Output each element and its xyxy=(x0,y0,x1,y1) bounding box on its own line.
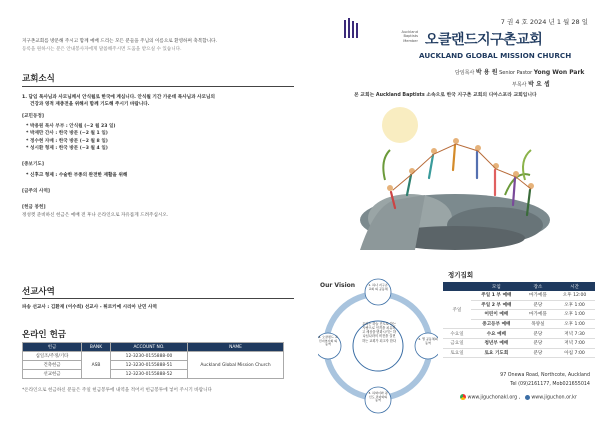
day-cell: 금요일 xyxy=(443,338,471,348)
service-time: 저녁 7:30 xyxy=(554,329,595,339)
welcome-line-1: 지구촌교회를 방문해 주시고 함께 예배 드리는 모든 분들을 주님의 이름으로 환영하며 축복합니다. xyxy=(22,39,218,44)
vision-center: 우리는 하늘 진도로 하는 사람으로 인격을 치유하고 세상을 변화시키는 하나님나라의 비전을 실현하는 교회가 되고자 한다 xyxy=(362,322,396,343)
vision-bottom: 3. 하와이와 평신도 리더와의 동역 xyxy=(368,391,388,403)
table-row xyxy=(443,291,595,300)
service-time: 오후 12:00 xyxy=(554,291,595,300)
col-header: ACCOUNT NO. xyxy=(111,343,188,352)
pastor-label: 담임목사 xyxy=(455,70,475,76)
badge-text: Auckland xyxy=(401,30,418,34)
news-title: 교회소식 xyxy=(22,74,55,84)
schedule-table xyxy=(443,282,595,358)
service-name: 주일 2 부 예배 xyxy=(471,300,522,310)
vision-right: 2. 열 공동체의 동역 xyxy=(418,337,438,345)
col-header: NAME xyxy=(188,343,284,352)
col-header: BANK xyxy=(82,343,111,352)
news-body xyxy=(22,94,294,219)
col-header: 장소 xyxy=(522,282,554,291)
mission-title: 선교사역 xyxy=(22,287,55,297)
offering-kind: 십일조/주정/기타 xyxy=(23,352,82,361)
church-name-ko: 오클랜드지구촌교회 xyxy=(425,32,543,48)
prayer-item: * 신후크 형제 : 수술한 부종의 완전한 재활을 위해 xyxy=(26,172,128,178)
weekly-head: [금주의 사역] xyxy=(22,188,50,194)
mission-text: 파송 선교사 : 김환재 (이수희) 선교사 - 튀르키예 시리아 난민 사역 xyxy=(22,305,157,310)
service-name: 청년부 예배 xyxy=(471,338,522,348)
online-title: 온라인 헌금 xyxy=(22,330,67,340)
visitor-item: * 정수현 자매 : 한국 방문 (~2 월 8 일) xyxy=(26,138,108,144)
pastor-name-en: Yong Won Park xyxy=(533,69,585,76)
pastor-name-ko: 박 용 원 xyxy=(475,69,498,76)
account-no: 12-3230-0155888-51 xyxy=(111,361,188,370)
service-place: 분당 xyxy=(522,329,554,339)
day-cell: 주일 xyxy=(443,291,471,329)
account-name: Auckland Global Mission Church xyxy=(188,352,284,379)
account-no: 12-3230-0155888-52 xyxy=(111,370,188,379)
church-name-en: AUCKLAND GLOBAL MISSION CHURCH xyxy=(419,51,572,60)
col-header: 모임 xyxy=(471,282,522,291)
visitor-item: * 박용원 목사 부부 : 안식월 (~2 월 23 일) xyxy=(26,124,116,130)
web-link[interactable]: www.jiguchonakl.org , xyxy=(467,395,521,401)
assoc-name: 박 요 셉 xyxy=(528,81,550,88)
col-header: 헌금 xyxy=(23,343,82,352)
news-item-1: 1. 담임 목사님과 사모님께서 안식월로 한국에 계십니다. 안식월 기간 가운데 목사님과 사모님의 xyxy=(22,95,215,100)
address: 97 Onewa Road, Northcote, Auckland xyxy=(500,373,590,378)
visitor-item: * 성시환 형제 : 한국 방문 (~3 월 4 일) xyxy=(26,145,108,151)
service-place: 목양실 xyxy=(522,319,554,329)
visitors-head: [교민동정] xyxy=(22,114,44,120)
service-name: 토요 기도회 xyxy=(471,348,522,358)
prayer-head: [중보기도] xyxy=(22,161,44,167)
vision-top: 1. 하나 지구촌교회 의 공동체 xyxy=(368,283,388,291)
service-place: 분당 xyxy=(522,348,554,358)
day-cell: 토요일 xyxy=(443,348,471,358)
schedule-title: 정기집회 xyxy=(448,271,474,279)
phone: Tel (09)2161177, Mob021655014 xyxy=(510,381,590,387)
offering-head: [헌금 봉헌] xyxy=(22,205,46,211)
col-header: 시간 xyxy=(554,282,595,291)
welcome-text xyxy=(22,38,292,53)
service-place: 분당 xyxy=(522,300,554,310)
climbing-illustration xyxy=(355,100,555,250)
col-header xyxy=(443,282,471,291)
service-time: 저녁 7:00 xyxy=(554,338,595,348)
bank-cell: ASB xyxy=(82,352,111,379)
service-name: 어린이 예배 xyxy=(471,310,522,320)
web-links xyxy=(460,394,577,401)
offering-text: 정성껏 준비하신 헌금은 예배 전 후나 온라인으로 자유롭게 드려주십시오. xyxy=(22,213,169,219)
service-place: 분당 xyxy=(522,338,554,348)
service-name: 주일 1 부 예배 xyxy=(471,291,522,300)
table-row xyxy=(23,352,284,361)
offering-kind: 선교헌금 xyxy=(23,370,82,379)
church-logo-icon xyxy=(342,18,362,40)
service-place: 마가예플 xyxy=(522,310,554,320)
service-name: 중고등부 예배 xyxy=(471,319,522,329)
table-row xyxy=(443,348,595,358)
affiliation: 본 교회는 Auckland Baptists 소속으로 한국 지구촌 교회의 디아스포라 교회입니다 xyxy=(354,93,537,98)
globe-icon xyxy=(525,395,530,400)
service-name: 수요 예배 xyxy=(471,329,522,339)
online-offering-table xyxy=(22,342,284,379)
table-row xyxy=(443,329,595,339)
issue-date: 7 권 4 호 2024 년 1 월 28 일 xyxy=(500,18,588,26)
baptist-badge xyxy=(392,30,418,43)
right-page xyxy=(300,0,600,425)
offering-kind: 건축헌금 xyxy=(23,361,82,370)
web-link[interactable]: www.jiguchon.or.kr xyxy=(531,395,577,401)
welcome-line-2: 등록을 원하시는 분은 안내봉사자에게 말씀해주시면 도움을 받으실 수 있습니다. xyxy=(22,47,182,53)
news-item-1b: 건강과 영적 재충전을 위해서 함께 기도해 주시기 바랍니다. xyxy=(30,102,150,108)
badge-text: Member xyxy=(403,38,418,43)
service-time: 오후 1:00 xyxy=(554,300,595,310)
service-time: 아침 7:00 xyxy=(554,348,595,358)
divider xyxy=(22,86,294,87)
vision-title: Our Vision xyxy=(320,282,356,289)
pastor-line xyxy=(455,67,584,76)
service-time: 오후 1:00 xyxy=(554,319,595,329)
account-no: 12-3230-0155888-00 xyxy=(111,352,188,361)
day-cell: 수요일 xyxy=(443,329,471,339)
pastor-en-label: Senior Pastor xyxy=(499,70,533,76)
service-time: 오후 1:00 xyxy=(554,310,595,320)
table-row xyxy=(443,338,595,348)
badge-text: Baptists xyxy=(403,34,418,39)
vision-left: 4. 오클랜드 교민지역사회 의 동역 xyxy=(318,335,338,347)
assoc-label: 부목사 xyxy=(512,82,527,88)
visitor-item: * 박재만 간사 : 한국 방문 (~2 월 1 일) xyxy=(26,131,108,137)
assoc-pastor-line xyxy=(512,79,550,88)
contact-block xyxy=(500,372,590,389)
browser-icon xyxy=(460,394,466,400)
online-note: *온라인으로 헌금하신 분들은 주일 헌금봉투에 내역을 적어서 헌금봉투에 넣어 주시기 바랍니다 xyxy=(22,388,212,393)
divider xyxy=(22,298,294,299)
service-place: 마가예플 xyxy=(522,291,554,300)
